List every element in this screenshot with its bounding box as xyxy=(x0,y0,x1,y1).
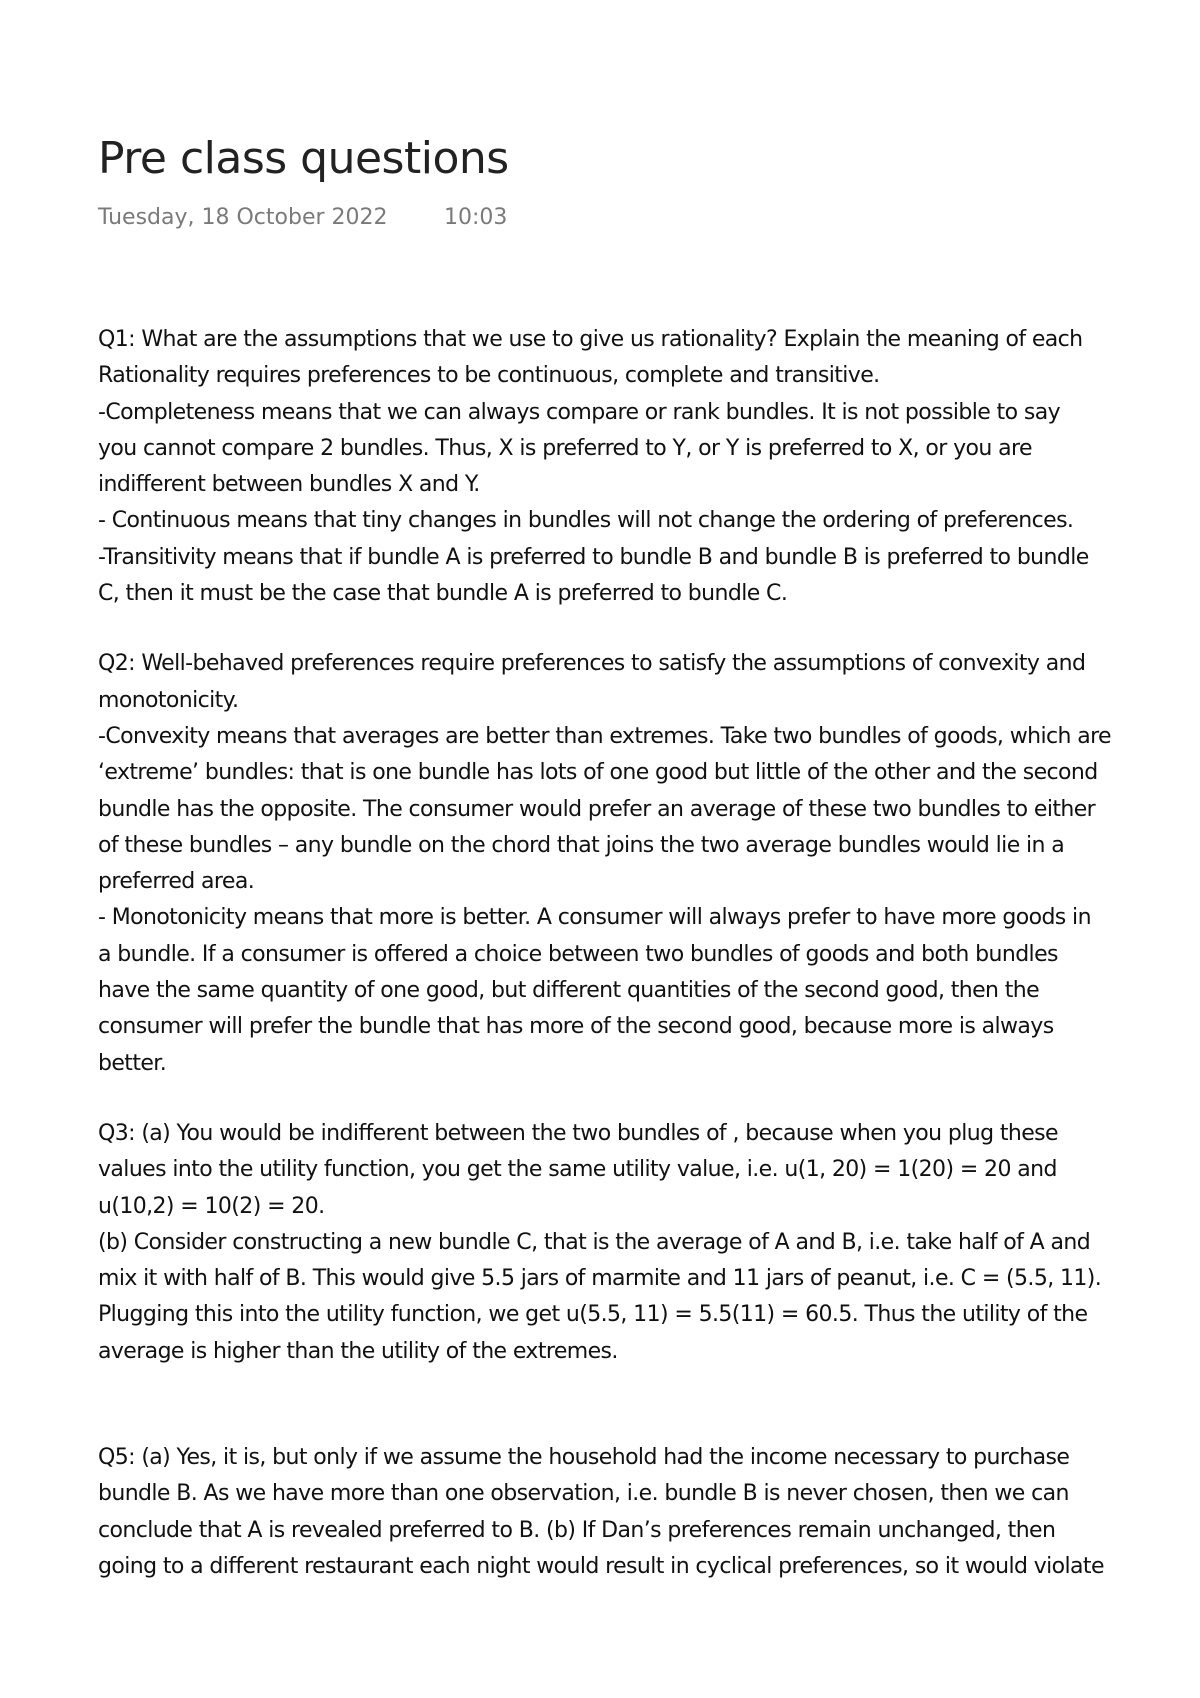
q1-line: Rationality requires preferences to be continuous, complete and transitive. xyxy=(98,363,880,389)
q1-line: C, then it must be the case that bundle A is preferred to bundle C. xyxy=(98,581,788,607)
q2-line: Q2: Well-behaved preferences require preferences to satisfy the assumptions of convexity and xyxy=(98,651,1086,677)
q3-line: values into the utility function, you get the same utility value, i.e. u(1, 20) = 1(20) = 20 and xyxy=(98,1157,1057,1183)
paragraph-gap xyxy=(98,612,1200,646)
q2-line: - Monotonicity means that more is better. A consumer will always prefer to have more goods in xyxy=(98,905,1091,931)
q3-line: average is higher than the utility of the extremes. xyxy=(98,1338,618,1364)
note-body xyxy=(98,322,1200,1585)
q2-line: ‘extreme’ bundles: that is one bundle has lots of one good but little of the other and the second xyxy=(98,760,1098,786)
q2-line: better. xyxy=(98,1050,167,1076)
paragraph-gap xyxy=(98,1370,1200,1440)
q2-line: -Convexity means that averages are better than extremes. Take two bundles of goods, which are xyxy=(98,723,1111,749)
q2-line: a bundle. If a consumer is offered a choice between two bundles of goods and both bundles xyxy=(98,941,1058,967)
note-time: 10:03 xyxy=(444,205,508,230)
q3-section xyxy=(98,1116,1200,1370)
q3-line: (b) Consider constructing a new bundle C, that is the average of A and B, i.e. take half of A and xyxy=(98,1229,1091,1255)
q3-line: Q3: (a) You would be indifferent between the two bundles of , because when you plug these xyxy=(98,1120,1058,1146)
q2-line: have the same quantity of one good, but different quantities of the second good, then the xyxy=(98,978,1040,1004)
q1-section xyxy=(98,322,1200,612)
q5-line: bundle B. As we have more than one observation, i.e. bundle B is never chosen, then we can xyxy=(98,1481,1069,1507)
q5-line: going to a different restaurant each night would result in cyclical preferences, so it would violate xyxy=(98,1553,1104,1579)
q3-line: Plugging this into the utility function, we get u(5.5, 11) = 5.5(11) = 60.5. Thus the utility of the xyxy=(98,1302,1088,1328)
q2-line: consumer will prefer the bundle that has more of the second good, because more is always xyxy=(98,1014,1054,1040)
note-date: Tuesday, 18 October 2022 xyxy=(98,205,388,230)
paragraph-gap xyxy=(98,1082,1200,1116)
q5-section xyxy=(98,1440,1200,1585)
q3-line: u(10,2) = 10(2) = 20. xyxy=(98,1193,325,1219)
q5-line: conclude that A is revealed preferred to B. (b) If Dan’s preferences remain unchanged, then xyxy=(98,1517,1056,1543)
q1-line: Q1: What are the assumptions that we use to give us rationality? Explain the meaning of each xyxy=(98,327,1083,352)
q2-line: bundle has the opposite. The consumer would prefer an average of these two bundles to either xyxy=(98,796,1096,822)
q2-line: preferred area. xyxy=(98,869,255,895)
page-title: Pre class questions xyxy=(98,133,509,184)
q1-line: indifferent between bundles X and Y. xyxy=(98,472,480,498)
q2-section xyxy=(98,646,1200,1082)
q1-line: -Completeness means that we can always compare or rank bundles. It is not possible to say xyxy=(98,399,1060,425)
q3-line: mix it with half of B. This would give 5.5 jars of marmite and 11 jars of peanut, i.e. C = (5.5, 11). xyxy=(98,1266,1102,1292)
q2-line: of these bundles – any bundle on the chord that joins the two average bundles would lie in a xyxy=(98,832,1065,858)
q1-line: -Transitivity means that if bundle A is preferred to bundle B and bundle B is preferred to bundle xyxy=(98,544,1089,570)
q1-line: you cannot compare 2 bundles. Thus, X is preferred to Y, or Y is preferred to X, or you are xyxy=(98,435,1032,461)
q5-line: Q5: (a) Yes, it is, but only if we assume the household had the income necessary to purchase xyxy=(98,1445,1070,1471)
q2-line: monotonicity. xyxy=(98,687,239,713)
q1-line: - Continuous means that tiny changes in bundles will not change the ordering of preferences. xyxy=(98,508,1074,534)
